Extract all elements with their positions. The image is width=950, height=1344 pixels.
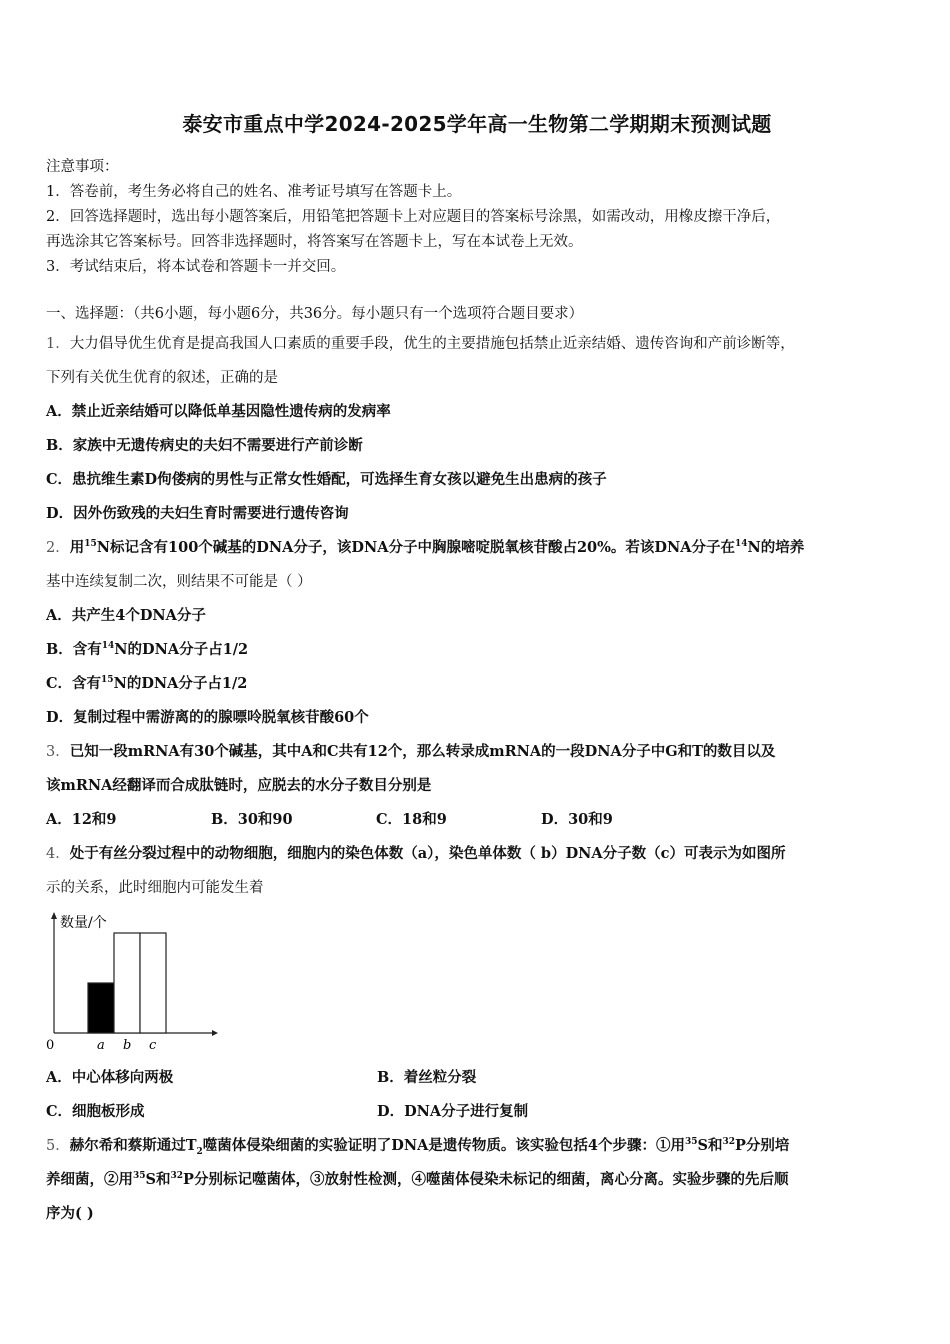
tick-label-c: c bbox=[149, 1038, 157, 1053]
option-a[interactable]: A．中心体移向两极 bbox=[46, 1069, 174, 1086]
option-text: N的DNA分子占1/2 bbox=[114, 641, 249, 658]
option-c[interactable]: C．细胞板形成 bbox=[46, 1103, 145, 1120]
option-b[interactable] bbox=[46, 633, 908, 667]
question-stem: 养细菌，②用 bbox=[46, 1171, 133, 1188]
notice-item: 1．答卷前，考生务必将自己的姓名、准考证号填写在答题卡上。 bbox=[46, 184, 462, 200]
origin-label: 0 bbox=[46, 1038, 55, 1053]
option-d[interactable] bbox=[46, 701, 908, 735]
superscript: 35 bbox=[684, 1137, 698, 1147]
question-text: 序为( ) bbox=[46, 1205, 94, 1222]
option-text: 含有 bbox=[72, 641, 102, 658]
option-c[interactable]: C．18和9 bbox=[376, 811, 447, 828]
bars-group bbox=[88, 933, 166, 1053]
bar-b bbox=[114, 933, 140, 1033]
question-number: 3． bbox=[46, 744, 70, 760]
option-a[interactable] bbox=[46, 395, 908, 429]
question-stem: P分别培 bbox=[735, 1137, 790, 1154]
question-number: 4． bbox=[46, 846, 70, 862]
question-stem: 赫尔希和蔡斯通过T bbox=[69, 1137, 197, 1154]
notice-item: 3．考试结束后，将本试卷和答题卡一并交回。 bbox=[46, 259, 346, 275]
question-stem: N的培养 bbox=[747, 539, 805, 556]
option-text: 患抗维生素D佝偻病的男性与正常女性婚配，可选择生育女孩以避免生出患病的孩子 bbox=[72, 471, 607, 488]
superscript: 14 bbox=[734, 539, 748, 549]
question-stem: 处于有丝分裂过程中的动物细胞，细胞内的染色体数（a），染色单体数（ b）DNA分子数（c）可表示为如图所 bbox=[69, 845, 786, 862]
notice-item: 再选涂其它答案标号。回答非选择题时，将答案写在答题卡上，写在本试卷上无效。 bbox=[46, 234, 583, 250]
option-a[interactable] bbox=[46, 599, 908, 633]
question-text bbox=[46, 837, 908, 871]
question-stem: 大力倡导优生优育是提高我国人口素质的重要手段，优生的主要措施包括禁止近亲结婚、遗传咨询和产前诊断等， bbox=[69, 336, 795, 352]
question-stem: S和 bbox=[145, 1171, 171, 1188]
option-text: 家族中无遗传病史的夫妇不需要进行产前诊断 bbox=[72, 437, 363, 454]
option-d[interactable]: D．30和9 bbox=[541, 811, 613, 828]
option-b[interactable]: B．着丝粒分裂 bbox=[377, 1069, 477, 1086]
option-label: C． bbox=[46, 471, 73, 488]
notice-heading: 注意事项： bbox=[46, 159, 119, 175]
section-heading: 一、选择题：（共6小题，每小题6分，共36分。每小题只有一个选项符合题目要求） bbox=[46, 306, 584, 322]
bar-chart bbox=[44, 909, 219, 1059]
superscript: 14 bbox=[101, 641, 115, 651]
option-b[interactable] bbox=[46, 429, 908, 463]
question-text: 下列有关优生优育的叙述，正确的是 bbox=[46, 370, 278, 386]
option-label: B． bbox=[46, 437, 73, 454]
superscript: 15 bbox=[101, 675, 114, 685]
question-number: 2． bbox=[46, 540, 70, 556]
option-label: C． bbox=[46, 675, 73, 692]
notice-block bbox=[46, 155, 908, 280]
question-stem: S和 bbox=[697, 1137, 723, 1154]
subscript: 2 bbox=[196, 1146, 203, 1157]
question-stem: 噬菌体侵染细菌的实验证明了DNA是遗传物质。该实验包括4个步骤：①用 bbox=[202, 1137, 685, 1154]
question-2 bbox=[46, 531, 908, 735]
option-label: B． bbox=[46, 641, 73, 658]
question-text bbox=[46, 1163, 908, 1197]
option-label: D． bbox=[46, 709, 74, 726]
question-stem: 用 bbox=[69, 539, 85, 556]
question-1 bbox=[46, 327, 908, 531]
question-text: 示的关系，此时细胞内可能发生着 bbox=[46, 880, 264, 896]
superscript: 32 bbox=[722, 1137, 736, 1147]
option-text: 复制过程中需游离的的腺嘌呤脱氧核苷酸60个 bbox=[73, 709, 369, 726]
option-c[interactable] bbox=[46, 667, 908, 701]
bar-a bbox=[88, 983, 114, 1033]
question-text bbox=[46, 327, 908, 361]
question-text bbox=[46, 735, 908, 769]
question-3 bbox=[46, 735, 908, 837]
option-a[interactable]: A．12和9 bbox=[46, 811, 117, 828]
option-d[interactable] bbox=[46, 497, 908, 531]
question-text: 该mRNA经翻译而合成肽链时，应脱去的水分子数目分别是 bbox=[46, 777, 432, 794]
question-stem: N标记含有100个碱基的DNA分子，该DNA分子中胸腺嘧啶脱氧核苷酸占20%。若该DNA分子在 bbox=[96, 539, 735, 556]
option-row bbox=[46, 803, 908, 837]
superscript: 32 bbox=[170, 1171, 184, 1181]
question-number: 1． bbox=[46, 336, 70, 352]
option-text: 含有 bbox=[72, 675, 102, 692]
superscript: 35 bbox=[133, 1171, 146, 1181]
option-label: A． bbox=[46, 607, 72, 624]
option-d[interactable]: D．DNA分子进行复制 bbox=[377, 1103, 529, 1120]
option-b[interactable]: B．30和90 bbox=[211, 811, 293, 828]
option-text: N的DNA分子占1/2 bbox=[113, 675, 248, 692]
superscript: 15 bbox=[84, 539, 97, 549]
exam-page bbox=[46, 108, 908, 1231]
option-c[interactable] bbox=[46, 463, 908, 497]
question-number: 5． bbox=[46, 1138, 70, 1154]
question-stem: 已知一段mRNA有30个碱基，其中A和C共有12个，那么转录成mRNA的一段DNA分子中G和T的数目以及 bbox=[69, 743, 776, 760]
option-text: 禁止近亲结婚可以降低单基因隐性遗传病的发病率 bbox=[71, 403, 391, 420]
bar-c bbox=[140, 933, 166, 1033]
option-text: 因外伤致残的夫妇生育时需要进行遗传咨询 bbox=[73, 505, 349, 522]
chart-svg bbox=[44, 909, 219, 1059]
page-title: 泰安市重点中学2024-2025学年高一生物第二学期期末预测试题 bbox=[182, 112, 772, 136]
tick-label-a: a bbox=[97, 1038, 105, 1053]
y-axis-label: 数量/个 bbox=[60, 915, 107, 931]
question-4 bbox=[46, 837, 908, 1129]
notice-item: 2．回答选择题时，选出每小题答案后，用铅笔把答题卡上对应题目的答案标号涂黑，如需改动，用橡皮擦干净后， bbox=[46, 209, 781, 225]
option-text: 共产生4个DNA分子 bbox=[71, 607, 206, 624]
option-label: A． bbox=[46, 403, 72, 420]
option-row bbox=[46, 1061, 908, 1095]
question-text bbox=[46, 1129, 908, 1163]
question-stem: P分别标记噬菌体，③放射性检测，④噬菌体侵染未标记的细菌，离心分离。实验步骤的先后顺 bbox=[183, 1171, 789, 1188]
question-text bbox=[46, 531, 908, 565]
question-text: 基中连续复制二次，则结果不可能是（ ） bbox=[46, 574, 312, 590]
x-axis-arrow bbox=[212, 1030, 218, 1036]
y-axis-arrow bbox=[51, 912, 57, 919]
tick-label-b: b bbox=[123, 1038, 132, 1053]
question-5 bbox=[46, 1129, 908, 1231]
option-label: D． bbox=[46, 505, 74, 522]
option-row bbox=[46, 1095, 908, 1129]
